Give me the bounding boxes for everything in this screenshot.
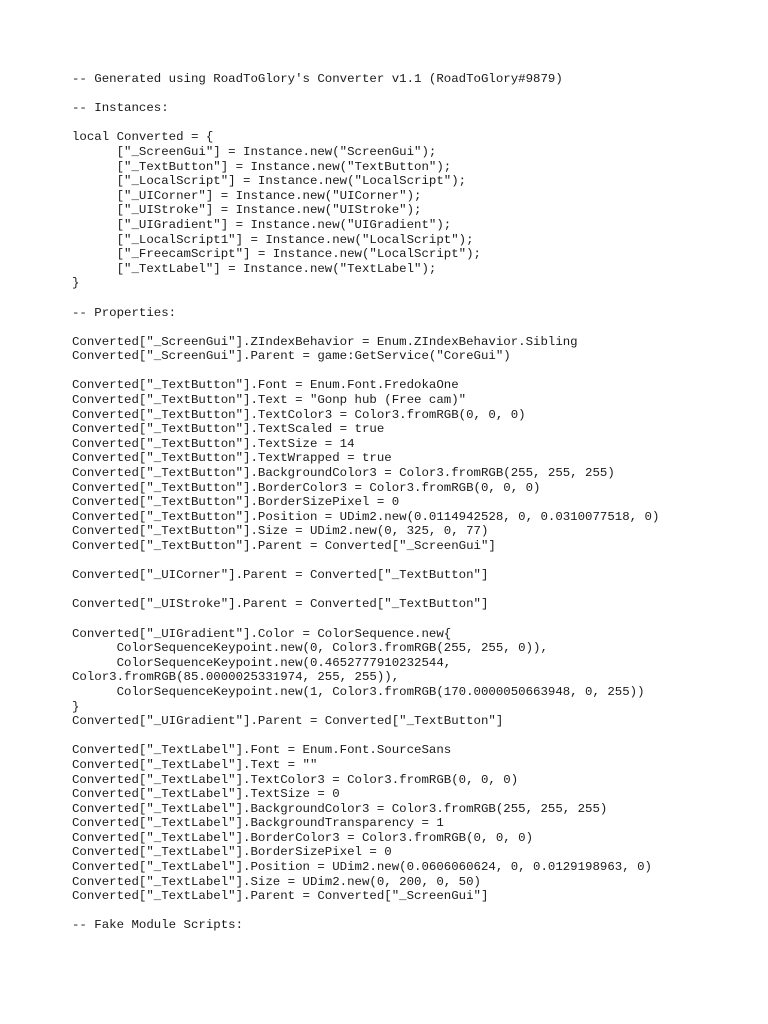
code-line: Converted["_TextButton"].TextSize = 14: [72, 436, 355, 451]
code-line: Converted["_TextButton"].Font = Enum.Font.FredokaOne: [72, 378, 459, 393]
code-line: Converted["_UICorner"].Parent = Converted["_TextButton"]: [72, 568, 489, 583]
code-line: Converted["_TextButton"].BorderSizePixel = 0: [72, 495, 400, 510]
code-line: Converted["_TextLabel"].Text = "": [72, 757, 318, 772]
code-line: ColorSequenceKeypoint.new(1, Color3.fromRGB(170.0000050663948, 0, 255)): [72, 684, 645, 699]
code-line: [72, 291, 659, 306]
code-line: Converted["_TextButton"].Size = UDim2.new(0, 325, 0, 77): [72, 524, 489, 539]
code-line: Converted["_TextLabel"].BorderSizePixel = 0: [72, 845, 392, 860]
code-line: Converted["_TextLabel"].Position = UDim2.new(0.0606060624, 0, 0.0129198963, 0): [72, 860, 652, 875]
code-line: Converted["_TextLabel"].BackgroundTransparency = 1: [72, 816, 444, 831]
code-line: [72, 904, 659, 919]
code-line: Converted["_TextButton"].Position = UDim2.new(0.0114942528, 0, 0.0310077518, 0): [72, 509, 660, 524]
code-line: [72, 320, 659, 335]
code-line: Color3.fromRGB(85.0000025331974, 255, 255)),: [72, 670, 400, 685]
code-line: Converted["_TextButton"].Parent = Converted["_ScreenGui"]: [72, 539, 496, 553]
code-line: [72, 87, 659, 102]
code-line: ["_UIStroke"] = Instance.new("UIStroke");: [72, 203, 422, 218]
code-line: Converted["_TextButton"].BackgroundColor3 = Color3.fromRGB(255, 255, 255): [72, 466, 615, 481]
code-line: Converted["_TextButton"].TextColor3 = Color3.fromRGB(0, 0, 0): [72, 407, 526, 422]
code-line: Converted["_TextLabel"].BackgroundColor3 = Color3.fromRGB(255, 255, 255): [72, 801, 608, 816]
code-line: [72, 116, 659, 131]
code-line: -- Fake Module Scripts:: [72, 918, 244, 933]
code-line: ["_LocalScript"] = Instance.new("LocalScript");: [72, 174, 467, 189]
code-line: Converted["_TextLabel"].TextColor3 = Color3.fromRGB(0, 0, 0): [72, 772, 519, 787]
code-line: [72, 554, 659, 569]
code-line: [72, 729, 659, 744]
code-line: Converted["_TextButton"].TextWrapped = true: [72, 451, 392, 466]
code-line: }: [72, 699, 80, 714]
code-line: Converted["_UIGradient"].Parent = Converted["_TextButton"]: [72, 714, 504, 729]
code-line: ["_TextLabel"] = Instance.new("TextLabel");: [72, 261, 437, 276]
code-line: local Converted = {: [72, 130, 214, 145]
code-line: Converted["_TextButton"].TextScaled = true: [72, 422, 385, 437]
code-line: ["_ScreenGui"] = Instance.new("ScreenGui");: [72, 144, 437, 159]
code-line: Converted["_TextLabel"].BorderColor3 = Color3.fromRGB(0, 0, 0): [72, 830, 534, 845]
code-line: [72, 583, 659, 598]
code-line: Converted["_TextLabel"].TextSize = 0: [72, 787, 340, 802]
code-line: ["_LocalScript1"] = Instance.new("LocalScript");: [72, 232, 474, 247]
code-line: Converted["_TextLabel"].Font = Enum.Font.SourceSans: [72, 743, 452, 758]
code-line: Converted["_UIGradient"].Color = ColorSequence.new{: [72, 626, 452, 641]
code-line: ColorSequenceKeypoint.new(0, Color3.fromRGB(255, 255, 0)),: [72, 641, 548, 656]
code-line: Converted["_ScreenGui"].Parent = game:GetService("CoreGui"): [72, 349, 511, 364]
code-line: Converted["_TextButton"].BorderColor3 = Color3.fromRGB(0, 0, 0): [72, 480, 541, 495]
code-line: Converted["_TextLabel"].Size = UDim2.new(0, 200, 0, 50): [72, 874, 481, 889]
code-line: ["_TextButton"] = Instance.new("TextButton");: [72, 159, 452, 174]
code-line: [72, 612, 659, 627]
code-line: ["_UICorner"] = Instance.new("UICorner");: [72, 188, 422, 203]
code-line: Converted["_TextLabel"].Parent = Converted["_ScreenGui"]: [72, 889, 489, 904]
code-line: Converted["_TextButton"].Text = "Gonp hub (Free cam)": [72, 393, 467, 408]
code-line: [72, 364, 659, 379]
code-line: ["_UIGradient"] = Instance.new("UIGradient");: [72, 217, 452, 232]
code-line: -- Generated using RoadToGlory's Converter v1.1 (RoadToGlory#9879): [72, 72, 563, 86]
code-line: Converted["_ScreenGui"].ZIndexBehavior = Enum.ZIndexBehavior.Sibling: [72, 334, 578, 349]
code-line: -- Instances:: [72, 101, 169, 116]
code-line: ColorSequenceKeypoint.new(0.4652777910232544,: [72, 655, 452, 670]
code-line: ["_FreecamScript"] = Instance.new("LocalScript");: [72, 247, 481, 262]
code-listing: [72, 72, 659, 933]
code-line: }: [72, 276, 80, 291]
code-line: Converted["_UIStroke"].Parent = Converted["_TextButton"]: [72, 597, 489, 612]
code-line: -- Properties:: [72, 305, 177, 320]
